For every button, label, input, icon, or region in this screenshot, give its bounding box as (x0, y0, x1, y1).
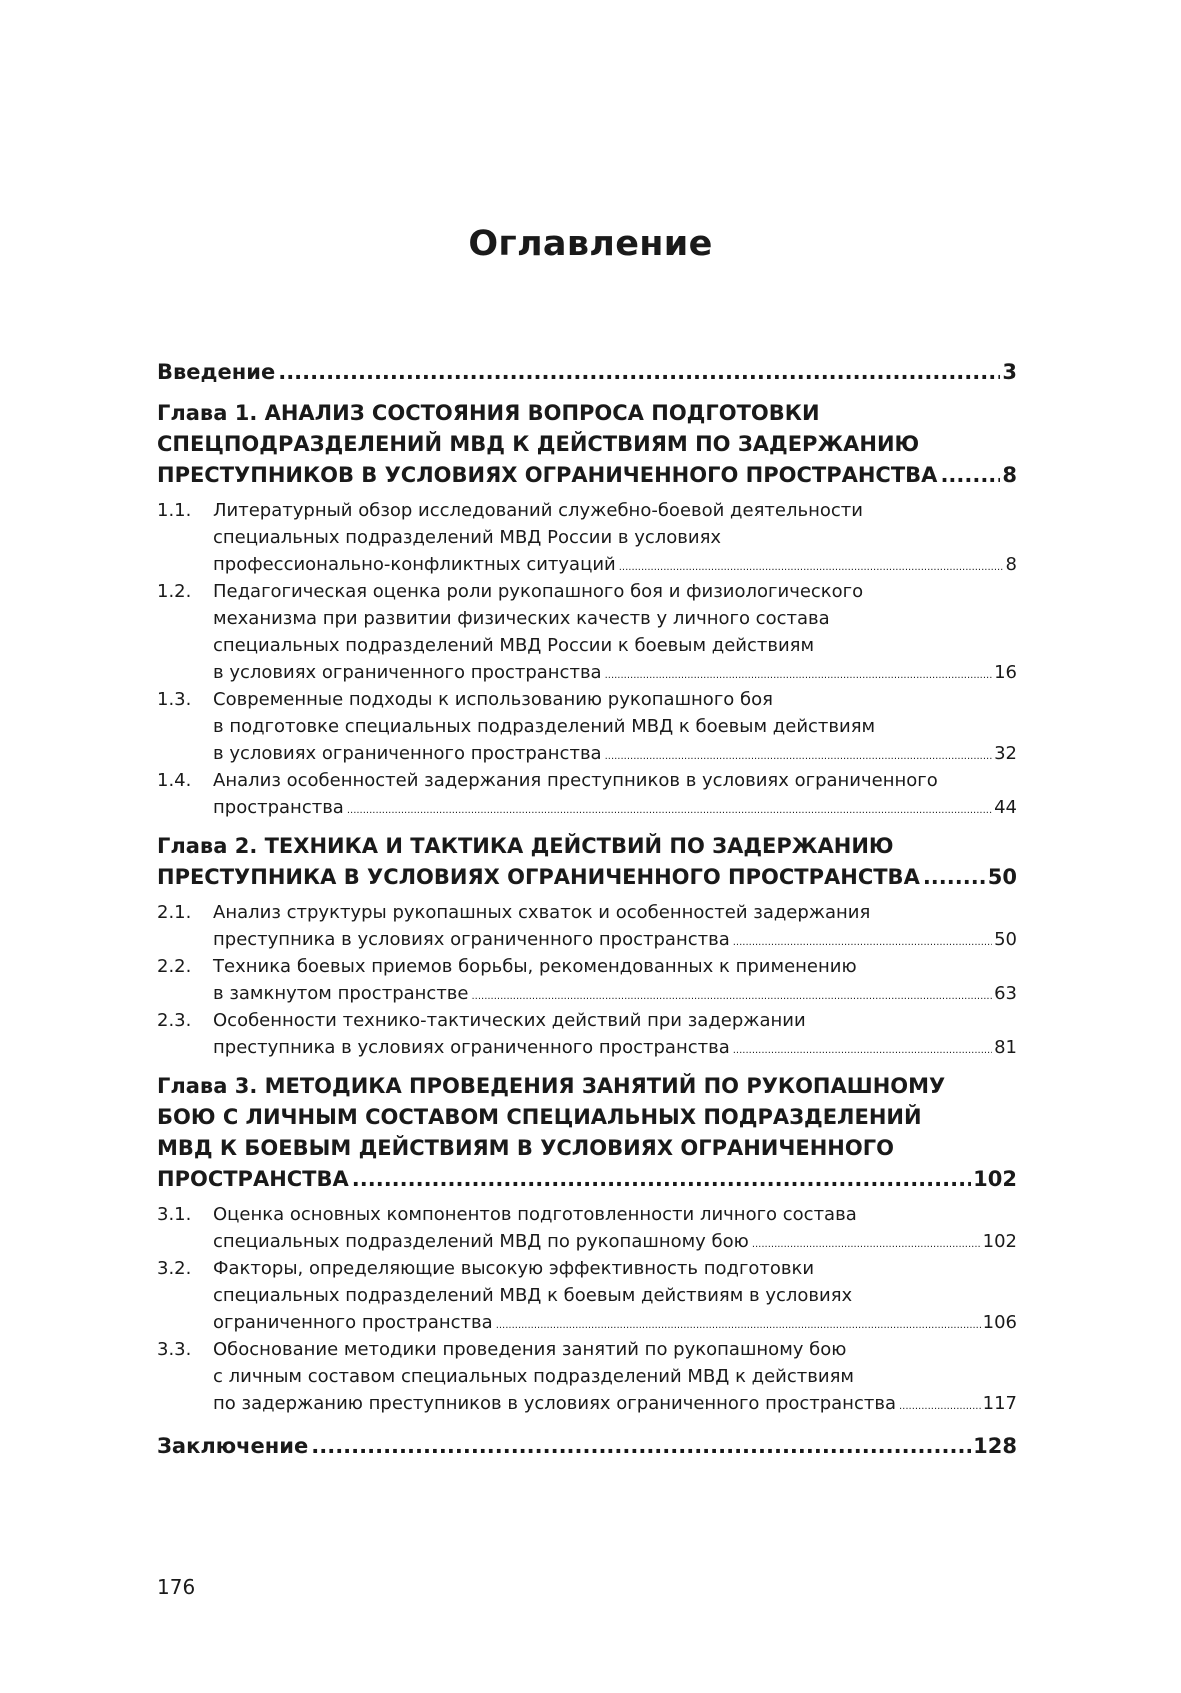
toc-section-text: специальных подразделений МВД к боевым действиям в условиях (213, 1285, 853, 1306)
dot-leader (496, 1312, 981, 1336)
toc-page-ref: 128 (973, 1434, 1017, 1458)
toc-section-line (157, 899, 1017, 926)
toc-page-ref: 63 (994, 983, 1017, 1004)
toc-section[interactable] (157, 1201, 1017, 1255)
toc-section-line (157, 605, 1017, 632)
toc-section[interactable] (157, 767, 1017, 821)
toc-section[interactable] (157, 497, 1017, 578)
toc-section-line (157, 953, 1017, 980)
toc-section[interactable] (157, 1007, 1017, 1061)
toc-section-text: пространства (213, 797, 344, 818)
toc-page-ref: 50 (987, 865, 1017, 889)
toc-chapter-title-text: Глава 1. АНАЛИЗ СОСТОЯНИЯ ВОПРОСА ПОДГОТОВКИ (157, 401, 820, 425)
toc-page-ref: 44 (994, 797, 1017, 818)
toc-chapter-line[interactable] (157, 1164, 1017, 1195)
toc-sections (157, 497, 1017, 821)
toc-section[interactable] (157, 1255, 1017, 1336)
toc-section-number: 1.4. (157, 770, 192, 791)
dot-leader (347, 797, 992, 821)
dot-leader (278, 357, 1000, 388)
toc-chapter-line[interactable] (157, 460, 1017, 491)
toc-section-line (157, 686, 1017, 713)
toc-page-ref: 106 (982, 1312, 1017, 1333)
toc-section-text: специальных подразделений МВД России к боевым действиям (213, 635, 815, 656)
dot-leader (605, 662, 993, 686)
toc-chapter-title-text: ПРЕСТУПНИКОВ В УСЛОВИЯХ ОГРАНИЧЕННОГО ПРОСТРАНСТВА (157, 463, 938, 487)
dot-leader (471, 983, 992, 1007)
toc-section[interactable] (157, 953, 1017, 1007)
toc-section-text: Обоснование методики проведения занятий по рукопашному бою (213, 1339, 847, 1360)
toc-entry-label: Введение (157, 360, 276, 384)
toc-chapter-title-text: ПРЕСТУПНИКА В УСЛОВИЯХ ОГРАНИЧЕННОГО ПРОСТРАНСТВА (157, 865, 920, 889)
toc-section[interactable] (157, 1336, 1017, 1417)
toc-chapter-title-text: СПЕЦПОДРАЗДЕЛЕНИЙ МВД К ДЕЙСТВИЯМ ПО ЗАДЕРЖАНИЮ (157, 432, 920, 456)
toc-section-text: в условиях ограниченного пространства (213, 743, 602, 764)
toc-section-line (157, 632, 1017, 659)
toc-chapter (157, 1071, 1017, 1417)
toc-page-ref: 102 (982, 1231, 1017, 1252)
toc-section[interactable] (157, 686, 1017, 767)
toc-chapter-line[interactable] (157, 1133, 1017, 1164)
table-of-contents (157, 357, 1017, 1462)
toc-chapter-line[interactable] (157, 831, 1017, 862)
dot-leader (352, 1164, 971, 1195)
toc-section-line (157, 1282, 1017, 1309)
toc-section-line (157, 659, 1017, 686)
toc-section-text: с личным составом специальных подразделений МВД к действиям (213, 1366, 854, 1387)
page-title: Оглавление (468, 224, 713, 264)
toc-entry-conclusion[interactable] (157, 1431, 1017, 1462)
dot-leader (899, 1393, 981, 1417)
toc-entry-intro[interactable] (157, 357, 1017, 388)
toc-section-text: по задержанию преступников в условиях ограниченного пространства (213, 1393, 896, 1414)
toc-section-text: ограниченного пространства (213, 1312, 493, 1333)
toc-section-text: Педагогическая оценка роли рукопашного боя и физиологического (213, 581, 864, 602)
dot-leader (619, 554, 1004, 578)
toc-section-line (157, 1007, 1017, 1034)
toc-page-ref: 32 (994, 743, 1017, 764)
toc-section-line (157, 1034, 1017, 1061)
toc-page-ref: 117 (982, 1393, 1017, 1414)
toc-section-line (157, 980, 1017, 1007)
toc-section-text: Оценка основных компонентов подготовленности личного состава (213, 1204, 857, 1225)
toc-chapter (157, 831, 1017, 1061)
toc-section-text: в замкнутом пространстве (213, 983, 469, 1004)
toc-section-text: механизма при развитии физических качеств у личного состава (213, 608, 830, 629)
chapters-list (157, 398, 1017, 1417)
toc-section-line (157, 1201, 1017, 1228)
toc-section-number: 3.1. (157, 1204, 192, 1225)
toc-section-number: 2.2. (157, 956, 192, 977)
toc-section-text: Техника боевых приемов борьбы, рекомендованных к применению (213, 956, 857, 977)
toc-sections (157, 1201, 1017, 1417)
toc-page-ref: 102 (973, 1167, 1017, 1191)
toc-section-line (157, 551, 1017, 578)
toc-section-line (157, 1390, 1017, 1417)
toc-section-text: специальных подразделений МВД России в условиях (213, 527, 722, 548)
toc-chapter (157, 398, 1017, 821)
toc-section-number: 2.1. (157, 902, 192, 923)
toc-page-ref: 81 (994, 1037, 1017, 1058)
toc-page-ref: 8 (1005, 554, 1017, 575)
dot-leader (605, 743, 993, 767)
toc-chapter-line[interactable] (157, 1102, 1017, 1133)
toc-chapter-line[interactable] (157, 398, 1017, 429)
toc-section-text: в подготовке специальных подразделений МВД к боевым действиям (213, 716, 876, 737)
dot-leader (733, 1037, 992, 1061)
toc-section-text: преступника в условиях ограниченного пространства (213, 929, 730, 950)
toc-section-text: Литературный обзор исследований служебно-боевой деятельности (213, 500, 863, 521)
toc-page-ref: 3 (1002, 360, 1017, 384)
toc-chapter-title-text: Глава 3. МЕТОДИКА ПРОВЕДЕНИЯ ЗАНЯТИЙ ПО РУКОПАШНОМУ (157, 1074, 946, 1098)
toc-section-text: Современные подходы к использованию рукопашного боя (213, 689, 773, 710)
toc-section-number: 3.3. (157, 1339, 192, 1360)
toc-section[interactable] (157, 578, 1017, 686)
toc-section-line (157, 713, 1017, 740)
toc-section-line (157, 1228, 1017, 1255)
toc-section-line (157, 497, 1017, 524)
toc-section-number: 3.2. (157, 1258, 192, 1279)
toc-section-line (157, 794, 1017, 821)
dot-leader (940, 460, 1000, 491)
toc-page-ref: 16 (994, 662, 1017, 683)
toc-section-text: Анализ структуры рукопашных схваток и особенностей задержания (213, 902, 871, 923)
dot-leader (311, 1431, 971, 1462)
toc-chapter-line[interactable] (157, 862, 1017, 893)
toc-section-text: Особенности технико-тактических действий при задержании (213, 1010, 806, 1031)
toc-section-line (157, 1309, 1017, 1336)
toc-section-text: Анализ особенностей задержания преступников в условиях ограниченного (213, 770, 938, 791)
dot-leader (923, 862, 986, 893)
toc-section-text: профессионально-конфликтных ситуаций (213, 554, 616, 575)
toc-section-line (157, 524, 1017, 551)
toc-chapter-title-text: Глава 2. ТЕХНИКА И ТАКТИКА ДЕЙСТВИЙ ПО ЗАДЕРЖАНИЮ (157, 834, 894, 858)
toc-section-line (157, 578, 1017, 605)
toc-section-line (157, 1363, 1017, 1390)
dot-leader (733, 929, 992, 953)
toc-section-number: 1.1. (157, 500, 192, 521)
toc-sections (157, 899, 1017, 1061)
toc-section[interactable] (157, 899, 1017, 953)
toc-entry-label: Заключение (157, 1434, 309, 1458)
toc-chapter-title-text: ПРОСТРАНСТВА (157, 1167, 349, 1191)
toc-section-line (157, 1336, 1017, 1363)
toc-chapter-line[interactable] (157, 429, 1017, 460)
toc-section-text: в условиях ограниченного пространства (213, 662, 602, 683)
toc-section-line (157, 1255, 1017, 1282)
toc-page-ref: 50 (994, 929, 1017, 950)
toc-chapter-title-text: МВД К БОЕВЫМ ДЕЙСТВИЯМ В УСЛОВИЯХ ОГРАНИЧЕННОГО (157, 1136, 894, 1160)
toc-section-line (157, 767, 1017, 794)
toc-page-ref: 8 (1002, 463, 1017, 487)
toc-chapter-line[interactable] (157, 1071, 1017, 1102)
toc-section-text: Факторы, определяющие высокую эффективность подготовки (213, 1258, 815, 1279)
toc-section-text: преступника в условиях ограниченного пространства (213, 1037, 730, 1058)
toc-section-text: специальных подразделений МВД по рукопашному бою (213, 1231, 749, 1252)
toc-chapter-title-text: БОЮ С ЛИЧНЫМ СОСТАВОМ СПЕЦИАЛЬНЫХ ПОДРАЗДЕЛЕНИЙ (157, 1105, 922, 1129)
page-number: 176 (157, 1575, 196, 1599)
toc-section-number: 2.3. (157, 1010, 192, 1031)
toc-section-number: 1.2. (157, 581, 192, 602)
dot-leader (752, 1231, 981, 1255)
toc-section-line (157, 926, 1017, 953)
toc-section-line (157, 740, 1017, 767)
toc-section-number: 1.3. (157, 689, 192, 710)
